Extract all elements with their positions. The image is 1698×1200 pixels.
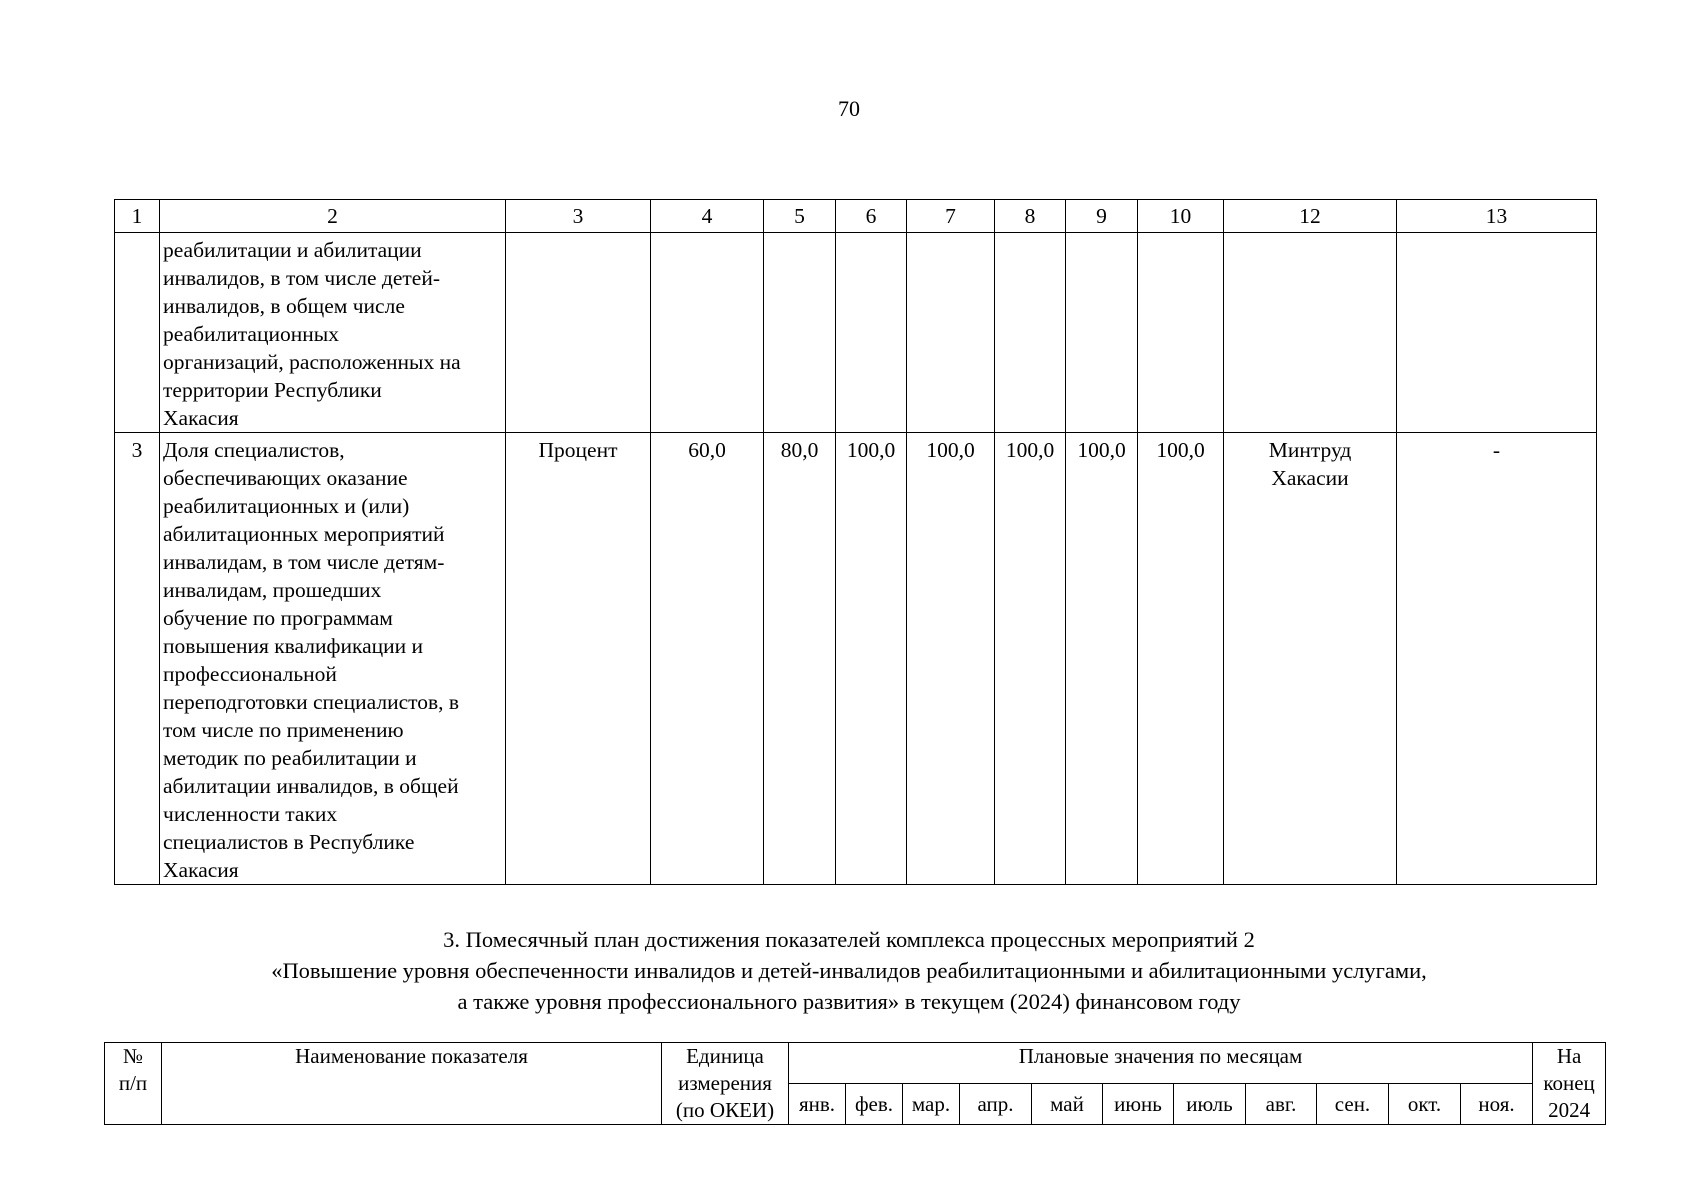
header-cell: 5 [764,200,836,233]
month-header: май [1032,1084,1103,1125]
text-line: Минтруд [1268,438,1352,462]
text-line: организаций, расположенных на [163,350,461,374]
month-header: ноя. [1461,1084,1533,1125]
month-header: янв. [789,1084,846,1125]
text-line: том числе по применению [163,718,404,742]
text-line: п/п [118,1071,148,1095]
header-cell: 7 [907,200,995,233]
text-line: Хакасия [163,406,239,430]
empty-cell [651,233,764,433]
indicator-name [160,233,506,433]
value-cell: 100,0 [836,433,907,885]
text-line: реабилитации и абилитации [163,238,422,262]
table-row [115,233,1597,433]
value-cell: 100,0 [1138,433,1224,885]
month-header: июль [1174,1084,1246,1125]
title-line: а также уровня профессионального развития» в текущем (2024) финансовом году [457,989,1241,1014]
indicators-table [114,199,1597,885]
value-cell: 100,0 [995,433,1066,885]
empty-cell [1066,233,1138,433]
col-number-header [105,1043,162,1125]
text-line: территории Республики [163,378,382,402]
header-cell: 3 [506,200,651,233]
text-line: численности таких [163,802,338,826]
title-line: 3. Помесячный план достижения показателей комплекса процессных мероприятий 2 [443,927,1255,952]
header-row [105,1043,1606,1084]
text-line: конец [1543,1071,1595,1095]
value-cell: 80,0 [764,433,836,885]
month-header: апр. [960,1084,1032,1125]
page-number: 70 [838,96,860,121]
indicator-name [160,433,506,885]
month-header: сен. [1317,1084,1389,1125]
month-header: окт. [1389,1084,1461,1125]
empty-cell [1224,233,1397,433]
header-cell: 4 [651,200,764,233]
header-cell: 10 [1138,200,1224,233]
text-line: Доля специалистов, [163,438,345,462]
text-line: методик по реабилитации и [163,746,417,770]
month-header: авг. [1246,1084,1317,1125]
row-number [115,233,160,433]
monthly-plan-table [104,1042,1606,1125]
empty-cell [836,233,907,433]
text-line: профессиональной [163,662,337,686]
text-line: 2024 [1548,1098,1591,1122]
text-line: Единица [686,1044,764,1068]
value-cell: 100,0 [907,433,995,885]
header-cell: 12 [1224,200,1397,233]
col-end-header [1533,1043,1606,1125]
empty-cell [1138,233,1224,433]
text-line: инвалидов, в общем числе [163,294,405,318]
value-cell: 100,0 [1066,433,1138,885]
title-line: «Повышение уровня обеспеченности инвалидов и детей-инвалидов реабилитационными и абилитационными услугами, [271,958,1427,983]
month-header: мар. [903,1084,960,1125]
text-line: абилитационных мероприятий [163,522,445,546]
header-cell: 6 [836,200,907,233]
text-line: инвалидов, в том числе детей- [163,266,440,290]
header-cell: 1 [115,200,160,233]
responsible-cell [1224,433,1397,885]
text-line: инвалидам, в том числе детям- [163,550,445,574]
header-cell: 2 [160,200,506,233]
header-cell: 8 [995,200,1066,233]
text-line: переподготовки специалистов, в [163,690,460,714]
empty-cell [764,233,836,433]
text-line: специалистов в Республике [163,830,415,854]
empty-cell [506,233,651,433]
text-line: Хакасии [1271,466,1349,490]
text-line: абилитации инвалидов, в общей [163,774,459,798]
text-line: На [1556,1044,1582,1068]
text-line: реабилитационных [163,322,339,346]
header-cell: 9 [1066,200,1138,233]
section-title [0,924,1698,1017]
text-line: инвалидам, прошедших [163,578,382,602]
table-row [115,433,1597,885]
text-line: (по ОКЕИ) [675,1098,775,1122]
col-name-header: Наименование показателя [162,1043,662,1125]
text-line: № [122,1044,144,1068]
month-header: фев. [846,1084,903,1125]
value-cell: 60,0 [651,433,764,885]
header-cell: 13 [1397,200,1597,233]
text-line: обучение по программам [163,606,393,630]
unit-cell: Процент [506,433,651,885]
text-line: реабилитационных и (или) [163,494,410,518]
text-line: Хакасия [163,858,239,882]
col-plan-header: Плановые значения по месяцам [789,1043,1533,1084]
col13-cell: - [1397,433,1597,885]
text-line: обеспечивающих оказание [163,466,408,490]
column-numbers-row [115,200,1597,233]
row-number: 3 [115,433,160,885]
empty-cell [907,233,995,433]
empty-cell [995,233,1066,433]
text-line: повышения квалификации и [163,634,424,658]
empty-cell [1397,233,1597,433]
month-header: июнь [1103,1084,1174,1125]
text-line: измерения [678,1071,772,1095]
col-unit-header [662,1043,789,1125]
